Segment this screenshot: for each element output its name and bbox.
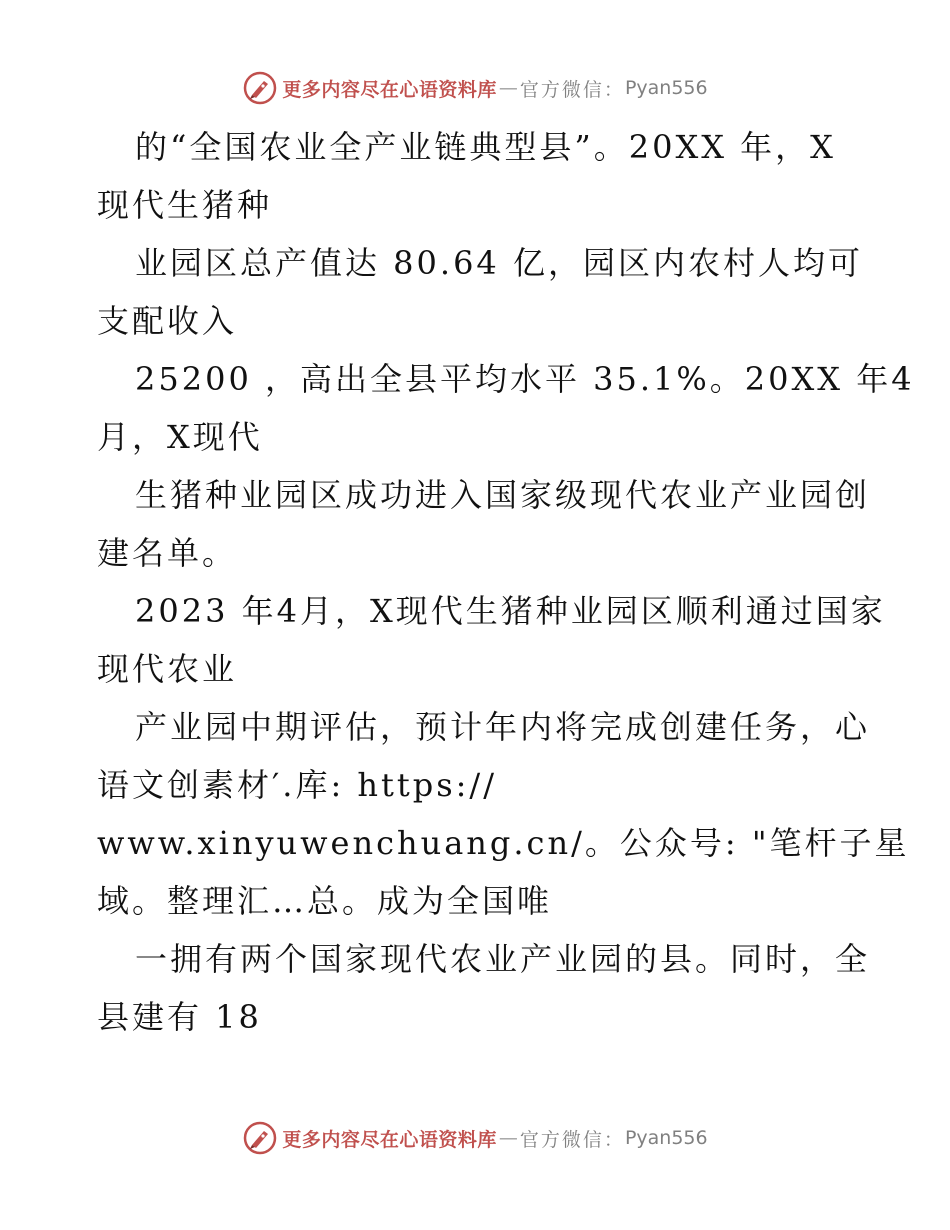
text-line: 生猪种业园区成功进入国家级现代农业产业园创 bbox=[135, 476, 871, 514]
text-line: 域。整理汇…总。成为全国唯 bbox=[97, 882, 553, 920]
text-line: 2023 年4月，X现代生猪种业园区顺利通过国家 bbox=[135, 592, 886, 630]
watermark-wechat-label: 官方微信： bbox=[519, 1128, 625, 1151]
text-line: 支配收入 bbox=[97, 302, 238, 340]
text-line: 25200 ，高出全县平均水平 35.1%。20XX 年4 bbox=[135, 360, 915, 398]
text-line: 现代农业 bbox=[97, 650, 238, 688]
text-line: 业园区总产值达 80.64 亿，园区内农村人均可 bbox=[135, 244, 863, 282]
text-line: 语文创素材′.库: https:// bbox=[97, 766, 497, 804]
watermark-brand: 更多内容尽在心语资料库 bbox=[282, 78, 497, 101]
pen-nib-seal-icon bbox=[242, 70, 278, 106]
text-line: 建名单。 bbox=[97, 534, 238, 572]
text-line: 月，X现代 bbox=[97, 418, 263, 456]
watermark-separator: — bbox=[498, 1127, 518, 1149]
watermark-wechat-label: 官方微信： bbox=[519, 78, 625, 101]
header-watermark bbox=[0, 70, 950, 106]
text-line: 的“全国农业全产业链典型县”。20XX 年，X bbox=[135, 128, 836, 166]
watermark-separator: — bbox=[498, 77, 518, 99]
text-line: 县建有 18 bbox=[97, 998, 262, 1036]
watermark-brand: 更多内容尽在心语资料库 bbox=[282, 1128, 497, 1151]
text-line: www.xinyuwenchuang.cn/。公众号: "笔杆子星 bbox=[97, 824, 910, 862]
footer-watermark bbox=[0, 1120, 950, 1156]
text-line: 一拥有两个国家现代农业产业园的县。同时，全 bbox=[135, 940, 871, 978]
text-line: 产业园中期评估，预计年内将完成创建任务，心 bbox=[135, 708, 871, 746]
pen-nib-seal-icon bbox=[242, 1120, 278, 1156]
document-body bbox=[97, 118, 915, 1046]
watermark-wechat-id: Pyan556 bbox=[624, 77, 708, 99]
watermark-wechat-id: Pyan556 bbox=[624, 1127, 708, 1149]
text-line: 现代生猪种 bbox=[97, 186, 273, 224]
